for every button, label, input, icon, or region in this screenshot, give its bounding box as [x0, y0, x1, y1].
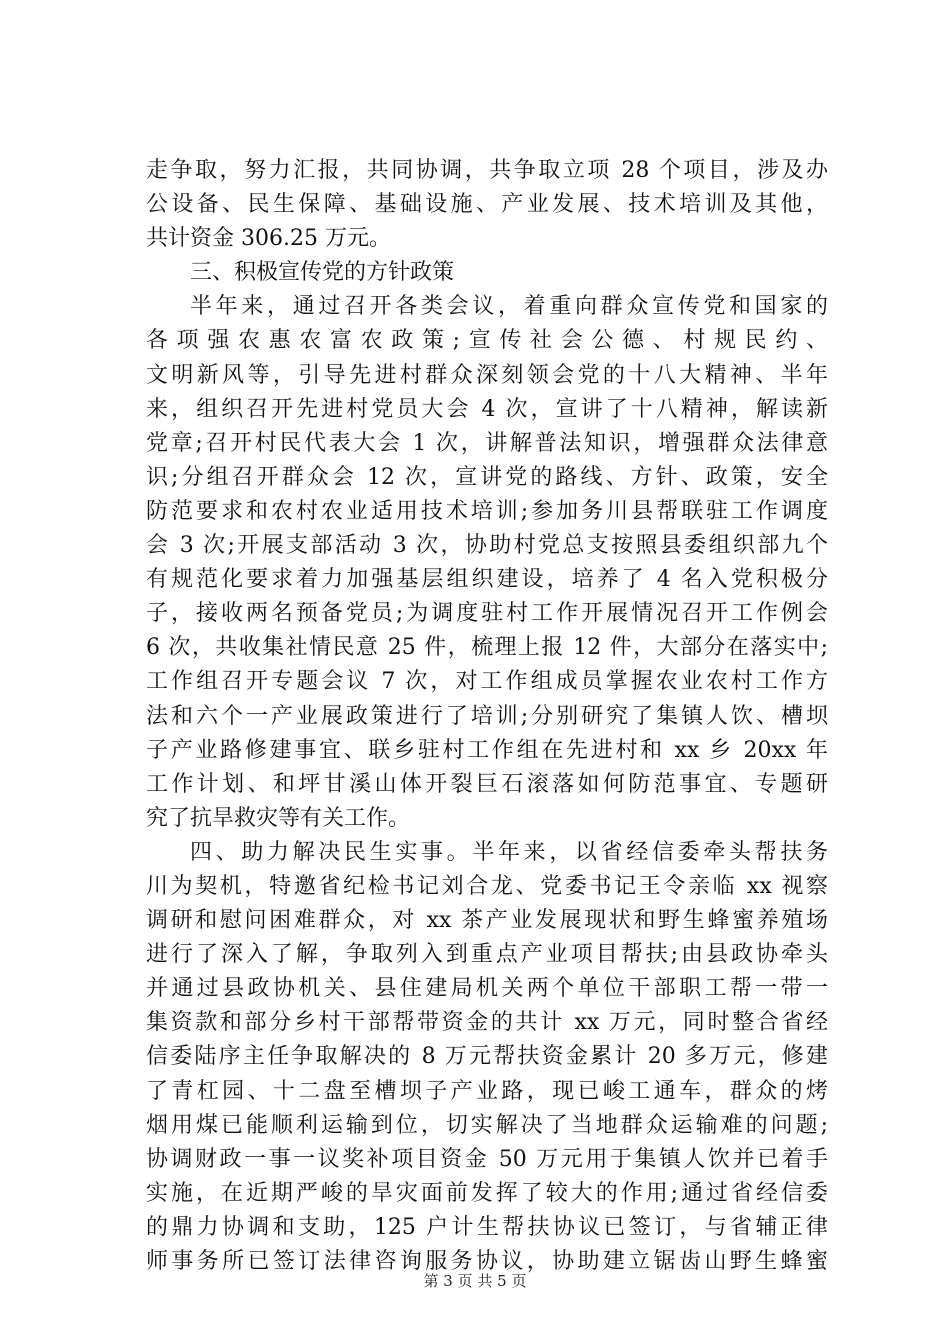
text-line: 实施，在近期严峻的旱灾面前发挥了较大的作用;通过省经信委 — [146, 1180, 828, 1206]
section-heading: 三、积极宣传党的方针政策 — [190, 260, 455, 286]
text-line: 烟用煤已能顺利运输到位，切实解决了当地群众运输难的问题; — [146, 1112, 828, 1138]
text-line: 共计资金 306.25 万元。 — [146, 226, 391, 252]
text-line: 工作组召开专题会议 7 次，对工作组成员掌握农业农村工作方 — [146, 669, 828, 695]
text-line: 信委陆序主任争取解决的 8 万元帮扶资金累计 20 多万元，修建 — [146, 1044, 828, 1070]
text-line: 集资款和部分乡村干部帮带资金的共计 xx 万元，同时整合省经 — [146, 1010, 828, 1036]
text-line: 识;分组召开群众会 12 次，宣讲党的路线、方针、政策，安全 — [146, 464, 828, 490]
text-line: 子产业路修建事宜、联乡驻村工作组在先进村和 xx 乡 20xx 年 — [146, 737, 828, 763]
text-line: 工作计划、和坪甘溪山体开裂巨石滚落如何防范事宜、专题研 — [146, 771, 828, 797]
text-line: 文明新风等，引导先进村群众深刻领会党的十八大精神、半年 — [146, 362, 828, 388]
text-line: 了青杠园、十二盘至槽坝子产业路，现已峻工通车，群众的烤 — [146, 1078, 828, 1104]
text-line: 党章;召开村民代表大会 1 次，讲解普法知识，增强群众法律意 — [146, 430, 828, 456]
text-line: 进行了深入了解，争取列入到重点产业项目帮扶;由县政协牵头 — [146, 942, 828, 968]
text-line: 防范要求和农村农业适用技术培训;参加务川县帮联驻工作调度 — [146, 498, 828, 524]
text-line: 法和六个一产业展政策进行了培训;分别研究了集镇人饮、槽坝 — [146, 703, 828, 729]
text-line: 各项强农惠农富农政策;宣传社会公德、村规民约、 — [146, 328, 828, 354]
text-line: 川为契机，特邀省纪检书记刘合龙、党委书记王令亲临 xx 视察 — [146, 873, 828, 899]
text-line: 半年来，通过召开各类会议，着重向群众宣传党和国家的 — [190, 294, 828, 320]
text-line: 协调财政一事一议奖补项目资金 50 万元用于集镇人饮并已着手 — [146, 1146, 828, 1172]
text-line: 的鼎力协调和支助，125 户计生帮扶协议已签订，与省辅正律 — [146, 1214, 828, 1240]
text-line: 走争取，努力汇报，共同协调，共争取立项 28 个项目，涉及办 — [146, 158, 828, 183]
text-line: 并通过县政协机关、县住建局机关两个单位干部职工帮一带一 — [146, 976, 828, 1002]
text-line: 6 次，共收集社情民意 25 件，梳理上报 12 件，大部分在落实中; — [146, 635, 828, 661]
page-number-footer: 第 3 页 共 5 页 — [423, 1272, 527, 1290]
text-line: 调研和慰问困难群众，对 xx 茶产业发展现状和野生蜂蜜养殖场 — [146, 908, 828, 934]
body-text — [146, 154, 828, 1279]
text-line: 子，接收两名预备党员;为调度驻村工作开展情况召开工作例会 — [146, 601, 828, 627]
section-paragraph-start: 四、助力解决民生实事。半年来，以省经信委牵头帮扶务 — [190, 839, 828, 865]
text-line: 有规范化要求着力加强基层组织建设，培养了 4 名入党积极分 — [146, 567, 828, 593]
text-line: 会 3 次;开展支部活动 3 次，协助村党总支按照县委组织部九个 — [146, 533, 828, 559]
text-line: 公设备、民生保障、基础设施、产业发展、技术培训及其他， — [146, 192, 828, 218]
text-line: 师事务所已签订法律咨询服务协议，协助建立锯齿山野生蜂蜜 — [146, 1249, 828, 1274]
text-line: 来，组织召开先进村党员大会 4 次，宣讲了十八精神，解读新 — [146, 396, 828, 422]
text-line: 究了抗旱救灾等有关工作。 — [146, 805, 411, 831]
